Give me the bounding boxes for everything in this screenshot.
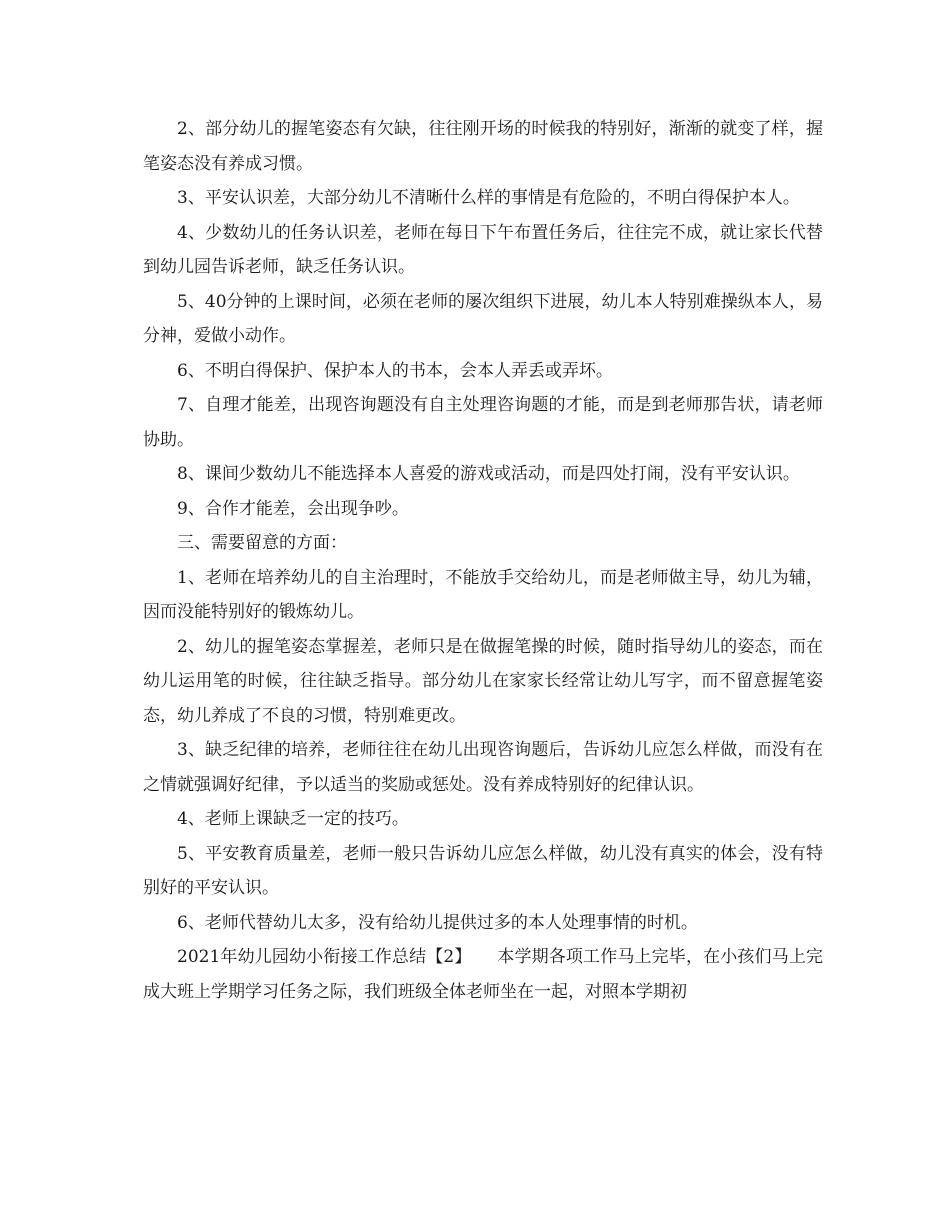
attention-item-2-pen-grip: 2、幼儿的握笔姿态掌握差，老师只是在做握笔操的时候，随时指导幼儿的姿态，而在幼儿运用笔的时候，往往缺乏指导。部分幼儿在家家长经常让幼儿写字，而不留意握笔姿态，幼儿养成了不良的习惯，特别难更改。: [143, 636, 823, 726]
paragraph-item-3-safety: 3、平安认识差，大部分幼儿不清晰什么样的事情是有危险的，不明白得保护本人。: [177, 188, 800, 208]
paragraph-item-2-pen-grip: 2、部分幼儿的握笔姿态有欠缺，往往刚开场的时候我的特别好，渐渐的就变了样，握笔姿态没有养成习惯。: [143, 119, 823, 174]
attention-item-1-self-management: 1、老师在培养幼儿的自主治理时，不能放手交给幼儿，而是老师做主导，幼儿为辅，因而没能特别好的锻炼幼儿。: [143, 567, 823, 622]
attention-item-4-skills: 4、老师上课缺乏一定的技巧。: [177, 809, 409, 829]
paragraph-item-6-books: 6、不明白得保护、保护本人的书本，会本人弄丢或弄坏。: [177, 360, 613, 381]
section-heading-attention: 三、需要留意的方面：: [177, 533, 347, 553]
attention-item-3-discipline: 3、缺乏纪律的培养，老师往往在幼儿出现咨询题后，告诉幼儿应怎么样做，而没有在之情就强调好纪律，予以适当的奖励或惩处。没有养成特别好的纪律认识。: [143, 740, 823, 795]
paragraph-item-8-recess: 8、课间少数幼儿不能选择本人喜爱的游戏或活动，而是四处打闹，没有平安认识。: [177, 464, 800, 484]
paragraph-item-7-self-care: 7、自理才能差，出现咨询题没有自主处理咨询题的才能，而是到老师那告状，请老师协助。: [143, 395, 823, 450]
paragraph-item-5-class-time: 5、40分钟的上课时间，必须在老师的屡次组织下进展，幼儿本人特别难操纵本人，易分神，爱做小动作。: [143, 291, 823, 346]
summary-intro-paragraph: 2021年幼儿园幼小衔接工作总结【2】 本学期各项工作马上完毕，在小孩们马上完成大班上学期学习任务之际，我们班级全体老师坐在一起，对照本学期初: [143, 947, 823, 1002]
paragraph-item-4-task-awareness: 4、少数幼儿的任务认识差，老师在每日下午布置任务后，往往完不成，就让家长代替到幼儿园告诉老师，缺乏任务认识。: [143, 222, 823, 277]
attention-item-6-substitution: 6、老师代替幼儿太多，没有给幼儿提供过多的本人处理事情的时机。: [177, 912, 698, 933]
document-page: [143, 112, 823, 1009]
paragraph-item-9-cooperation: 9、合作才能差，会出现争吵。: [177, 498, 409, 519]
attention-item-5-safety-education: 5、平安教育质量差，老师一般只告诉幼儿应怎么样做，幼儿没有真实的体会，没有特别好的平安认识。: [143, 843, 823, 898]
